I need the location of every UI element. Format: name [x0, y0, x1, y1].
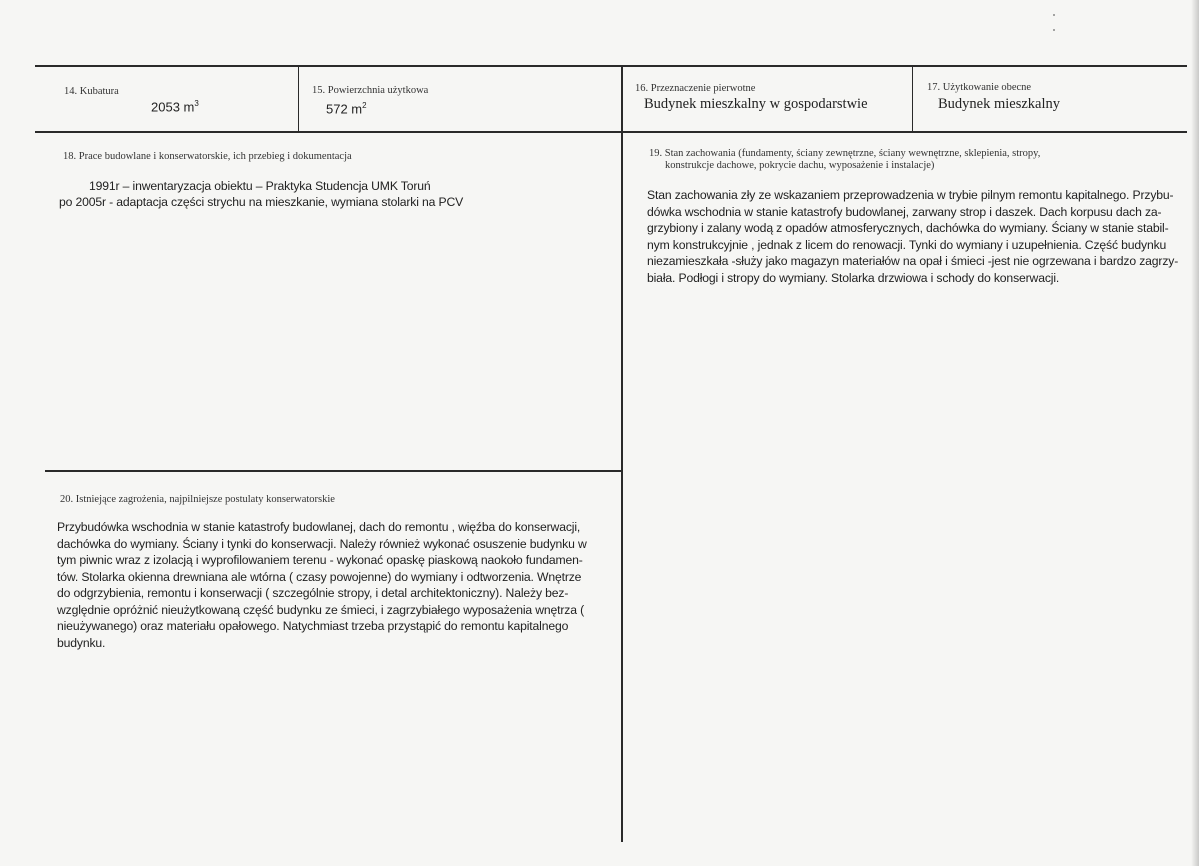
text-line: 1991r – inwentaryzacja obiektu – Praktyka Studencja UMK Toruń [89, 179, 431, 193]
field-16-value: Budynek mieszkalny w gospodarstwie [644, 96, 868, 112]
text-line: względnie opróżnić nieużytkowaną część budynku ze śmieci, i zagrzybiałego wyposażenia wnętrza ( [57, 602, 585, 617]
field-19-label-cont: konstrukcje dachowe, pokrycie dachu, wyposażenie i instalacje) [665, 160, 935, 171]
field-18-text [89, 178, 431, 195]
text-line: dachówka do wymiany. Ściany i tynki do konserwacji. Należy również wykonać osuszenie budynku w [57, 536, 587, 551]
text-line: Przybudówka wschodnia w stanie katastrofy budowlanej, dach do remontu , więźba do konserwacji, [57, 520, 581, 534]
table-top-border [35, 65, 1187, 67]
field-15-label: 15. Powierzchnia użytkowa [312, 85, 429, 96]
text-line: tów. Stolarka okienna drewniana ale wtórna ( czasy powojenne) do wymiany i odtworzenia. Wnętrze [57, 569, 582, 584]
field-19-text [647, 187, 1178, 286]
field-14-label: 14. Kubatura [64, 86, 119, 97]
column-divider [912, 66, 913, 132]
text-line: do odgrzybienia, remontu i konserwacji ( szczególnie stropy, i detal architektoniczny). Należy bez- [57, 586, 569, 600]
field-17-label: 17. Użytkowanie obecne [927, 82, 1032, 93]
scan-speck [1053, 29, 1055, 31]
scan-speck [1053, 14, 1055, 16]
column-divider-main [621, 66, 623, 842]
field-20-label: 20. Istniejące zagrożenia, najpilniejsze postulaty konserwatorskie [60, 494, 335, 505]
field-18-label: 18. Prace budowlane i konserwatorskie, ich przebieg i dokumentacja [63, 151, 352, 162]
field-16-label: 16. Przeznaczenie pierwotne [635, 83, 756, 94]
text-line: niezamieszkała -służy jako magazyn materiałów na opał i śmieci -jest nie ogrzewana i bardzo zagrzy- [647, 254, 1179, 268]
text-line: tym piwnic wraz z izolacją i wyprofilowaniem terenu - wykonać opaskę piaskową naokoło fundamen- [57, 553, 583, 567]
field-15-value: 572 $m^2$ [326, 101, 367, 117]
text-line: nym konstrukcyjnie , jednak z licem do renowacji. Tynki do wymiany i uzupełnienia. Część budynku [647, 237, 1167, 252]
text-line: Stan zachowania zły ze wskazaniem przeprowadzenia w trybie pilnym remontu kapitalnego. Przybu- [647, 188, 1174, 202]
text-line: biała. Podłogi i stropy do wymiany. Stolarka drzwiowa i schody do konserwacji. [647, 270, 1060, 285]
field-19-label: 19. Stan zachowania (fundamenty, ściany zewnętrzne, ściany wewnętrzne, sklepienia, stropy, [649, 148, 1041, 159]
row-divider [35, 131, 1187, 133]
field-18-text-2 [59, 194, 463, 211]
text-line: dówka wschodnia w stanie katastrofy budowlanej, zarwany strop i daszek. Dach korpusu dach za- [647, 204, 1162, 219]
text-line: grzybiony i zalany wodą z opadów atmosferycznych, dachówka do wymiany. Ściany w stanie stabil- [647, 221, 1169, 235]
field-14-value: 2053 $m^3$ [151, 99, 199, 115]
section-divider [45, 470, 622, 472]
text-line: po 2005r - adaptacja części strychu na mieszkanie, wymiana stolarki na PCV [59, 195, 464, 209]
field-20-text [57, 519, 587, 651]
text-line: budynku. [57, 635, 106, 650]
field-17-value: Budynek mieszkalny [938, 96, 1061, 112]
scan-edge-shadow [1191, 0, 1199, 866]
text-line: nieużywanego) oraz materiału opałowego. Natychmiast trzeba przystąpić do remontu kapitalnego [57, 619, 569, 633]
column-divider [298, 66, 299, 132]
